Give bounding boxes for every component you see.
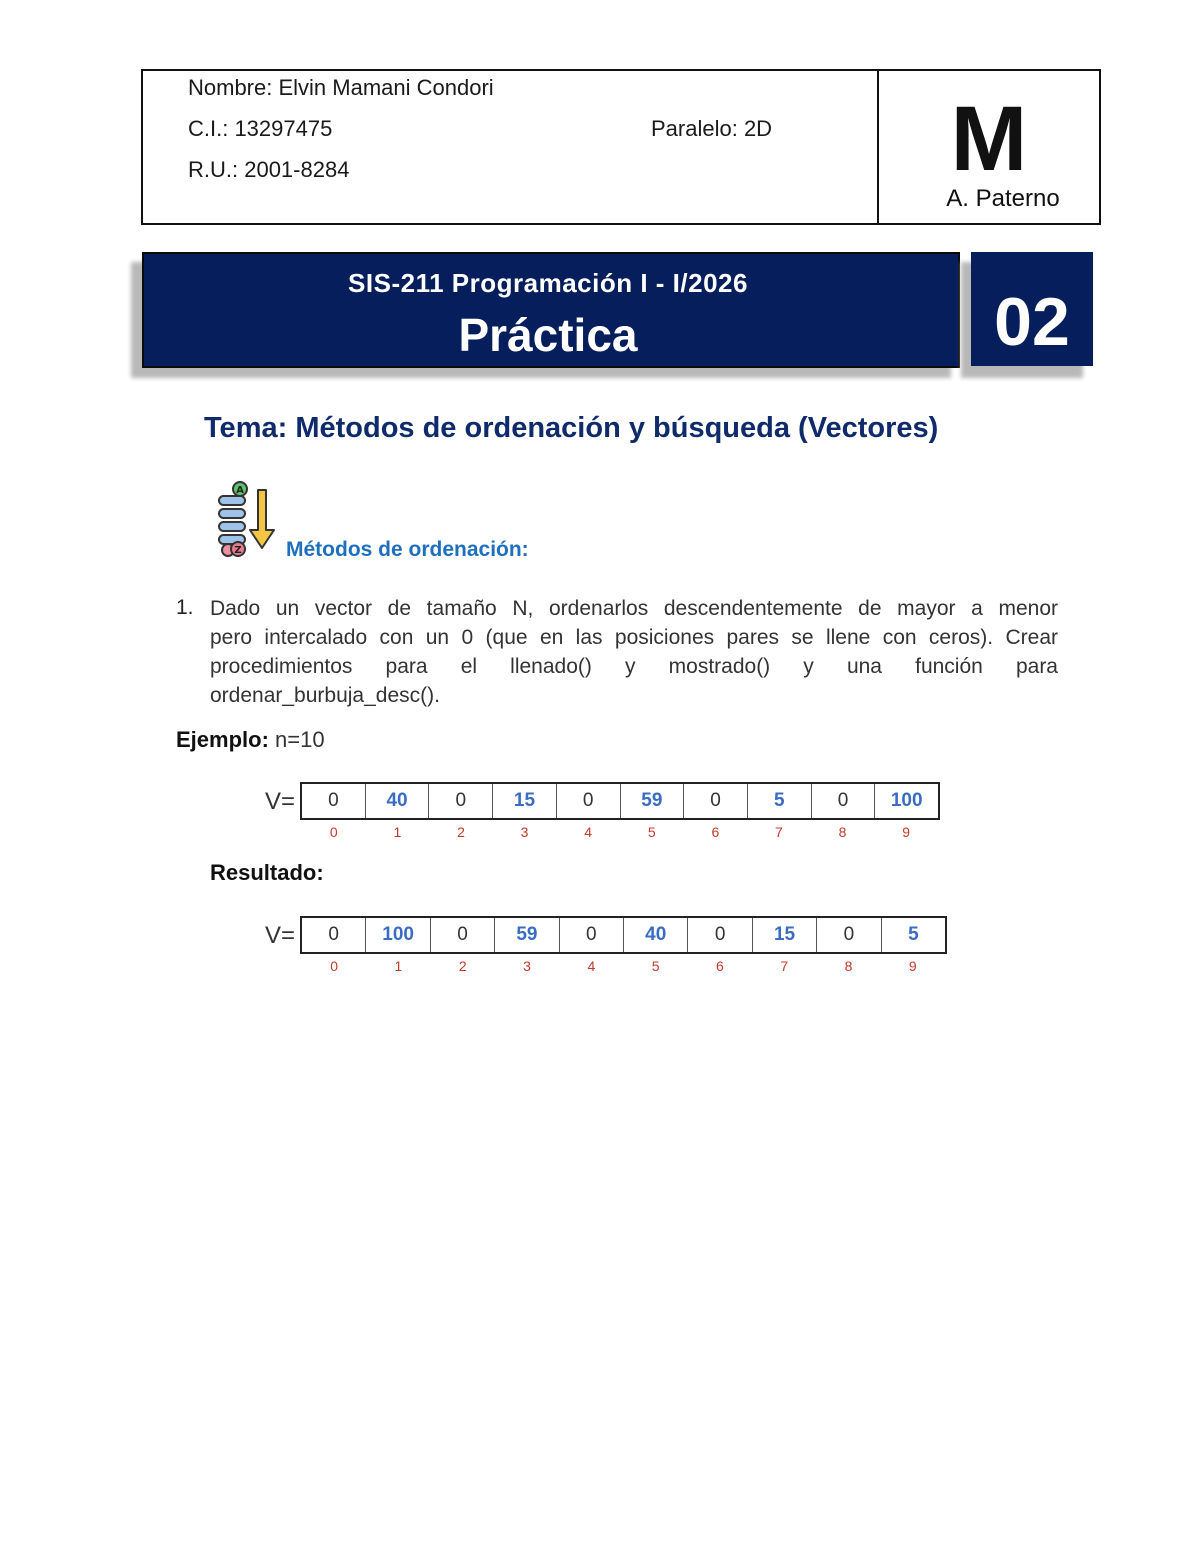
- vector-index: 0: [329, 824, 338, 840]
- vector-index: 4: [587, 958, 596, 974]
- vector-cell: 59: [495, 918, 559, 952]
- example-indices: [302, 824, 938, 842]
- vector-index: 8: [844, 958, 853, 974]
- vector-cell: 5: [908, 924, 919, 945]
- vector-cell: 0: [431, 918, 495, 952]
- vector-index: 2: [457, 824, 465, 840]
- example-value: n=10: [268, 727, 325, 752]
- vector-index: 0: [330, 958, 339, 974]
- svg-text:Z: Z: [234, 545, 242, 556]
- vector-index: 1: [393, 824, 402, 840]
- svg-text:A: A: [236, 485, 244, 496]
- vector-index: 2: [458, 958, 467, 974]
- student-ci: C.I.: 13297475: [188, 116, 333, 141]
- vector-cell: 40: [366, 784, 430, 818]
- result-indices: [302, 958, 945, 976]
- exercise-line: ordenar_burbuja_desc().: [210, 684, 440, 707]
- vector-cell: 59: [621, 784, 685, 818]
- student-name: Nombre: Elvin Mamani Condori: [188, 75, 494, 100]
- student-info-box: [141, 69, 1101, 225]
- vector-cell: 0: [302, 784, 366, 818]
- title-banner: [142, 252, 960, 368]
- vector-cell: 40: [624, 918, 688, 952]
- vector-cell: 0: [557, 784, 621, 818]
- result-vector-label: V=: [265, 922, 296, 949]
- vector-cell: 0: [429, 784, 493, 818]
- vector-index: 3: [523, 958, 531, 974]
- practice-number: 02: [994, 284, 1070, 360]
- result-vector: [300, 916, 947, 954]
- vector-cell: 15: [493, 784, 557, 818]
- example-vector-label: V=: [265, 788, 296, 815]
- vector-cell: 0: [560, 918, 624, 952]
- surname-initial: M: [950, 88, 1028, 190]
- vector-index: 8: [838, 824, 847, 840]
- student-ru: R.U.: 2001-8284: [188, 157, 350, 182]
- vector-index: 7: [780, 958, 789, 974]
- vector-index: 4: [584, 824, 593, 840]
- vector-index: 9: [902, 824, 911, 840]
- result-heading: Resultado:: [210, 860, 324, 885]
- vector-cell: 0: [812, 784, 876, 818]
- vector-cell: 100: [366, 918, 430, 952]
- vector-index: 5: [647, 824, 656, 840]
- vector-index: 7: [775, 824, 783, 840]
- vector-index: 9: [908, 958, 917, 974]
- student-info-panel: [143, 71, 879, 223]
- course-title: SIS-211 Programación I - I/2026: [348, 268, 748, 298]
- vector-cell: 0: [688, 918, 752, 952]
- exercise-statement: [210, 594, 1058, 710]
- vector-cell: 0: [302, 918, 366, 952]
- vector-cell: 0: [817, 918, 881, 952]
- exercise-line: pero intercalado con un 0 (que en las posiciones pares se llene con ceros). Crear: [210, 626, 1058, 649]
- practice-number-box: [971, 252, 1093, 366]
- exercise-line: Dado un vector de tamaño N, ordenarlos descendentemente de mayor a menor: [210, 597, 1058, 620]
- example-vector: [300, 782, 940, 820]
- exercise-number: 1.: [176, 596, 194, 619]
- vector-index: 3: [520, 824, 529, 840]
- vector-index: 1: [394, 958, 403, 974]
- vector-cell: 5: [748, 784, 812, 818]
- sort-az-icon: [214, 478, 280, 560]
- surname-caption: A. Paterno: [946, 185, 1060, 212]
- example-heading: [176, 727, 325, 753]
- student-paralelo: Paralelo: 2D: [651, 116, 773, 141]
- vector-index: 6: [711, 824, 720, 840]
- surname-initial-panel: [879, 71, 1099, 223]
- exercise-line: procedimientos para el llenado() y mostrado() y una función para: [210, 655, 1058, 678]
- vector-cell: 100: [890, 790, 923, 811]
- practice-title: Práctica: [458, 309, 638, 361]
- section-title: Métodos de ordenación:: [286, 538, 529, 561]
- example-label: Ejemplo:: [176, 727, 269, 752]
- vector-cell: 15: [753, 918, 817, 952]
- vector-cell: 0: [684, 784, 748, 818]
- topic-heading: Tema: Métodos de ordenación y búsqueda (Vectores): [204, 412, 939, 444]
- vector-index: 5: [651, 958, 660, 974]
- vector-index: 6: [716, 958, 724, 974]
